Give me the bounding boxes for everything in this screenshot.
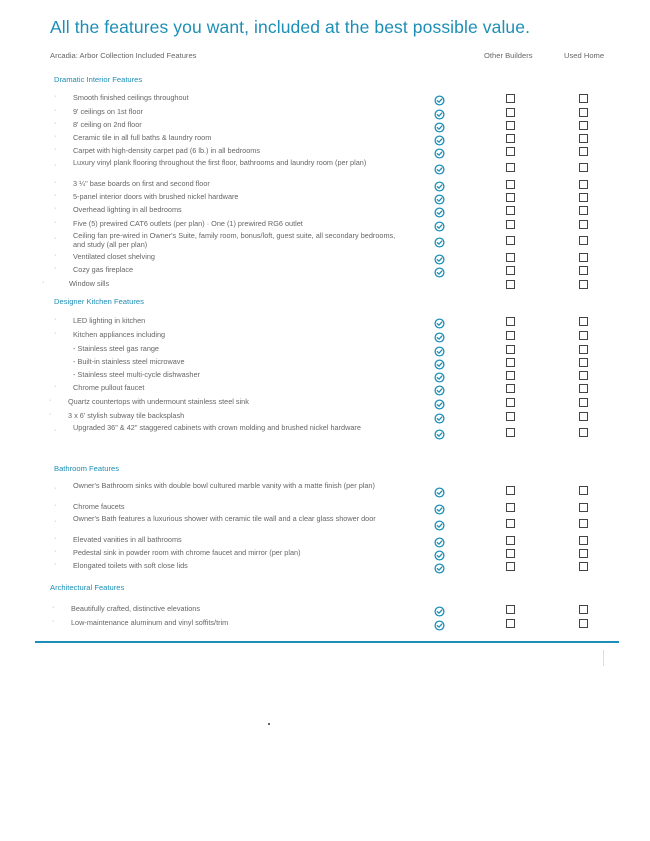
circle-check-icon [434,93,445,104]
feature-text: Ceiling fan pre-wired in Owner's Suite, family room, bonus/loft, guest suite, all secondary bedrooms, and study (all per plan) [73,230,396,249]
used-home-checkbox[interactable] [579,266,588,275]
scan-mark [603,650,604,666]
other-builders-checkbox[interactable] [506,163,515,172]
other-builders-checkbox[interactable] [506,147,515,156]
used-home-checkbox[interactable] [579,412,588,421]
bullet-marker: · [54,265,57,272]
used-home-checkbox[interactable] [579,358,588,367]
used-home-checkbox[interactable] [579,206,588,215]
feature-text: Smooth finished ceilings throughout [73,93,189,102]
feature-text: Beautifully crafted, distinctive elevations [71,604,200,613]
used-home-checkbox[interactable] [579,503,588,512]
circle-check-icon [434,120,445,131]
bullet-marker: · [54,162,57,169]
bullet-marker: · [54,133,57,140]
feature-text: Carpet with high-density carpet pad (6 lb.) in all bedrooms [73,146,260,155]
feature-text: Window sills [69,279,110,288]
circle-check-icon [434,618,445,629]
feature-text: 8' ceiling on 2nd floor [73,120,142,129]
circle-check-icon [434,518,445,529]
circle-check-icon [434,205,445,216]
circle-check-icon [434,133,445,144]
used-home-checkbox[interactable] [579,428,588,437]
scan-dot [268,723,270,725]
circle-check-icon [434,146,445,157]
circle-check-icon [434,411,445,422]
other-builders-checkbox[interactable] [506,562,515,571]
feature-text: Owner's Bathroom sinks with double bowl cultured marble vanity with a matte finish (per plan) [73,480,375,490]
circle-check-icon [434,383,445,394]
bullet-marker: · [54,485,57,492]
circle-check-icon [434,265,445,276]
feature-text: Elongated toilets with soft close lids [73,561,188,570]
feature-text: Chrome faucets [73,502,125,511]
used-home-checkbox[interactable] [579,253,588,262]
feature-text: Chrome pullout faucet [73,383,145,392]
feature-text: - Built-in stainless steel microwave [73,357,185,366]
circle-check-icon [434,502,445,513]
other-builders-checkbox[interactable] [506,317,515,326]
bullet-marker: · [54,518,57,525]
other-builders-checkbox[interactable] [506,486,515,495]
feature-text: LED lighting in kitchen [73,316,146,325]
bullet-marker: · [54,235,57,242]
other-builders-checkbox[interactable] [506,549,515,558]
circle-check-icon [434,316,445,327]
used-home-checkbox[interactable] [579,236,588,245]
bullet-marker: · [54,252,57,259]
bullet-marker: · [54,316,57,323]
bullet-marker: · [49,411,52,418]
other-builders-checkbox[interactable] [506,345,515,354]
bullet-marker: · [54,146,57,153]
other-builders-checkbox[interactable] [506,398,515,407]
other-builders-checkbox[interactable] [506,412,515,421]
bullet-marker: · [54,192,57,199]
section-title: Dramatic Interior Features [54,75,143,84]
feature-text: 5-panel interior doors with brushed nickel hardware [73,192,239,201]
circle-check-icon [434,344,445,355]
other-builders-checkbox[interactable] [506,206,515,215]
bullet-marker: · [42,279,45,286]
circle-check-icon [434,357,445,368]
used-home-checkbox[interactable] [579,280,588,289]
page-title: All the features you want, included at the best possible value. [50,17,531,37]
feature-text: Low-maintenance aluminum and vinyl soffits/trim [71,618,229,627]
circle-check-icon [434,604,445,615]
feature-text: Kitchen appliances including [73,330,166,339]
feature-text: - Stainless steel multi-cycle dishwasher [73,370,200,379]
other-builders-checkbox[interactable] [506,371,515,380]
bullet-marker: · [54,120,57,127]
column-header-used-home: Used Home [564,51,605,60]
circle-check-icon [434,192,445,203]
used-home-checkbox[interactable] [579,536,588,545]
section-title: Architectural Features [50,583,125,592]
column-header-other-builders: Other Builders [484,51,533,60]
other-builders-checkbox[interactable] [506,536,515,545]
other-builders-checkbox[interactable] [506,108,515,117]
other-builders-checkbox[interactable] [506,220,515,229]
feature-text: Overhead lighting in all bedrooms [73,205,182,214]
bullet-marker: · [54,502,57,509]
other-builders-checkbox[interactable] [506,428,515,437]
feature-text: Luxury vinyl plank flooring throughout the first floor, bathrooms and laundry room (per plan) [73,157,367,167]
used-home-checkbox[interactable] [579,398,588,407]
other-builders-checkbox[interactable] [506,384,515,393]
circle-check-icon [434,370,445,381]
circle-check-icon [434,330,445,341]
feature-text: Ceramic tile in all full baths & laundry room [73,133,212,142]
section-title: Designer Kitchen Features [54,297,144,306]
used-home-checkbox[interactable] [579,519,588,528]
used-home-checkbox[interactable] [579,619,588,628]
feature-text: - Stainless steel gas range [73,344,159,353]
other-builders-checkbox[interactable] [506,605,515,614]
circle-check-icon [434,427,445,438]
feature-text: Cozy gas fireplace [73,265,134,274]
used-home-checkbox[interactable] [579,108,588,117]
used-home-checkbox[interactable] [579,562,588,571]
other-builders-checkbox[interactable] [506,134,515,143]
used-home-checkbox[interactable] [579,193,588,202]
used-home-checkbox[interactable] [579,147,588,156]
other-builders-checkbox[interactable] [506,503,515,512]
collection-label: Arcadia: Arbor Collection Included Features [50,51,197,60]
feature-text: Owner's Bath features a luxurious shower with ceramic tile wall and a clear glass shower door [73,513,376,523]
feature-text: 9' ceilings on 1st floor [73,107,143,116]
circle-check-icon [434,107,445,118]
circle-check-icon [434,535,445,546]
used-home-checkbox[interactable] [579,220,588,229]
bullet-marker: · [54,205,57,212]
bullet-marker: · [54,179,57,186]
feature-text: Pedestal sink in powder room with chrome faucet and mirror (per plan) [73,548,301,557]
circle-check-icon [434,235,445,246]
other-builders-checkbox[interactable] [506,253,515,262]
other-builders-checkbox[interactable] [506,519,515,528]
circle-check-icon [434,179,445,190]
bullet-marker: · [54,93,57,100]
used-home-checkbox[interactable] [579,371,588,380]
used-home-checkbox[interactable] [579,345,588,354]
used-home-checkbox[interactable] [579,134,588,143]
feature-text: Five (5) prewired CAT6 outlets (per plan) · One (1) prewired RG6 outlet [73,219,303,228]
bullet-marker: · [54,548,57,555]
used-home-checkbox[interactable] [579,94,588,103]
circle-check-icon [434,397,445,408]
bullet-marker: · [54,219,57,226]
used-home-checkbox[interactable] [579,180,588,189]
used-home-checkbox[interactable] [579,121,588,130]
feature-text: 3 ¼" base boards on first and second floor [73,179,210,188]
bullet-marker: · [54,561,57,568]
circle-check-icon [434,561,445,572]
bullet-marker: · [54,107,57,114]
bottom-divider [35,641,619,643]
used-home-checkbox[interactable] [579,163,588,172]
section-title: Bathroom Features [54,464,119,473]
other-builders-checkbox[interactable] [506,94,515,103]
other-builders-checkbox[interactable] [506,193,515,202]
circle-check-icon [434,485,445,496]
other-builders-checkbox[interactable] [506,331,515,340]
bullet-marker: · [52,604,55,611]
other-builders-checkbox[interactable] [506,619,515,628]
bullet-marker: · [54,427,57,434]
bullet-marker: · [54,330,57,337]
feature-text: 3 x 6' stylish subway tile backsplash [68,411,185,420]
used-home-checkbox[interactable] [579,486,588,495]
circle-check-icon [434,548,445,559]
feature-text: Upgraded 36" & 42" staggered cabinets with crown molding and brushed nickel hardware [73,422,361,432]
used-home-checkbox[interactable] [579,331,588,340]
other-builders-checkbox[interactable] [506,121,515,130]
bullet-marker: · [54,535,57,542]
bullet-marker: · [54,383,57,390]
feature-text: Elevated vanities in all bathrooms [73,535,182,544]
circle-check-icon [434,219,445,230]
other-builders-checkbox[interactable] [506,180,515,189]
other-builders-checkbox[interactable] [506,236,515,245]
other-builders-checkbox[interactable] [506,358,515,367]
feature-text: Ventilated closet shelving [73,252,155,261]
circle-check-icon [434,162,445,173]
bullet-marker: · [52,618,55,625]
used-home-checkbox[interactable] [579,317,588,326]
used-home-checkbox[interactable] [579,549,588,558]
other-builders-checkbox[interactable] [506,280,515,289]
other-builders-checkbox[interactable] [506,266,515,275]
used-home-checkbox[interactable] [579,384,588,393]
feature-text: Quartz countertops with undermount stainless steel sink [68,397,249,406]
used-home-checkbox[interactable] [579,605,588,614]
circle-check-icon [434,252,445,263]
bullet-marker: · [49,397,52,404]
